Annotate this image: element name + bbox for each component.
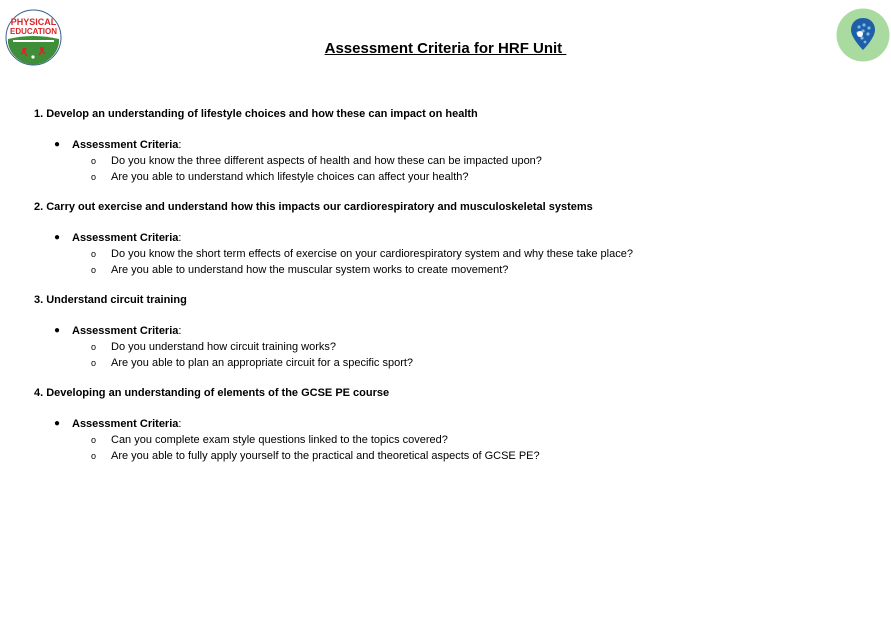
criteria-suffix: :	[178, 139, 182, 151]
criteria-label: Assessment Criteria	[72, 232, 179, 244]
bullet-dot-icon: ●	[54, 139, 61, 150]
criteria-suffix: :	[178, 418, 182, 430]
hollow-bullet-icon: o	[91, 451, 97, 461]
section-4	[34, 385, 874, 464]
logo-left-line2: EDUCATION	[10, 27, 57, 36]
pe-department-logo-icon	[5, 9, 62, 66]
list-item	[34, 355, 874, 371]
criteria-label: Assessment Criteria	[72, 139, 179, 151]
criteria-suffix: :	[178, 325, 182, 337]
criteria-content	[34, 106, 874, 464]
criteria-question: Can you complete exam style questions linked to the topics covered?	[111, 434, 448, 446]
list-item	[34, 339, 874, 355]
hollow-bullet-icon: o	[91, 265, 97, 275]
criteria-bullet	[34, 416, 874, 432]
list-item	[34, 432, 874, 448]
section-heading: 3. Understand circuit training	[34, 294, 187, 306]
criteria-bullet	[34, 230, 874, 246]
hollow-bullet-icon: o	[91, 342, 97, 352]
criteria-bullet	[34, 137, 874, 153]
section-heading: 2. Carry out exercise and understand how this impacts our cardiorespiratory and musculoskeletal systems	[34, 201, 593, 213]
criteria-question: Do you know the short term effects of exercise on your cardiorespiratory system and why these take place?	[111, 248, 633, 260]
hollow-bullet-icon: o	[91, 358, 97, 368]
criteria-question: Are you able to plan an appropriate circuit for a specific sport?	[111, 357, 414, 369]
criteria-question: Are you able to understand how the muscular system works to create movement?	[111, 264, 509, 276]
list-item	[34, 169, 874, 185]
section-3	[34, 292, 874, 371]
list-item	[34, 262, 874, 278]
criteria-question: Do you know the three different aspects of health and how these can be impacted upon?	[111, 155, 542, 167]
bullet-dot-icon: ●	[54, 325, 61, 336]
list-item	[34, 448, 874, 464]
hollow-bullet-icon: o	[91, 172, 97, 182]
section-heading: 1. Develop an understanding of lifestyle choices and how these can impact on health	[34, 108, 478, 120]
logo-left-line1: PHYSICAL	[10, 17, 57, 27]
section-1	[34, 106, 874, 185]
criteria-question: Are you able to fully apply yourself to the practical and theoretical aspects of GCSE PE?	[111, 450, 540, 462]
page-title: Assessment Criteria for HRF Unit	[324, 40, 567, 57]
bullet-dot-icon: ●	[54, 232, 61, 243]
criteria-suffix: :	[178, 232, 182, 244]
criteria-question: Are you able to understand which lifestyle choices can affect your health?	[111, 171, 469, 183]
section-2	[34, 199, 874, 278]
criteria-question: Do you understand how circuit training works?	[111, 341, 337, 353]
hollow-bullet-icon: o	[91, 435, 97, 445]
bullet-dot-icon: ●	[54, 418, 61, 429]
hollow-bullet-icon: o	[91, 156, 97, 166]
criteria-label: Assessment Criteria	[72, 325, 179, 337]
hollow-bullet-icon: o	[91, 249, 97, 259]
criteria-label: Assessment Criteria	[72, 418, 179, 430]
criteria-bullet	[34, 323, 874, 339]
section-heading: 4. Developing an understanding of elements of the GCSE PE course	[34, 387, 390, 399]
list-item	[34, 246, 874, 262]
list-item	[34, 153, 874, 169]
